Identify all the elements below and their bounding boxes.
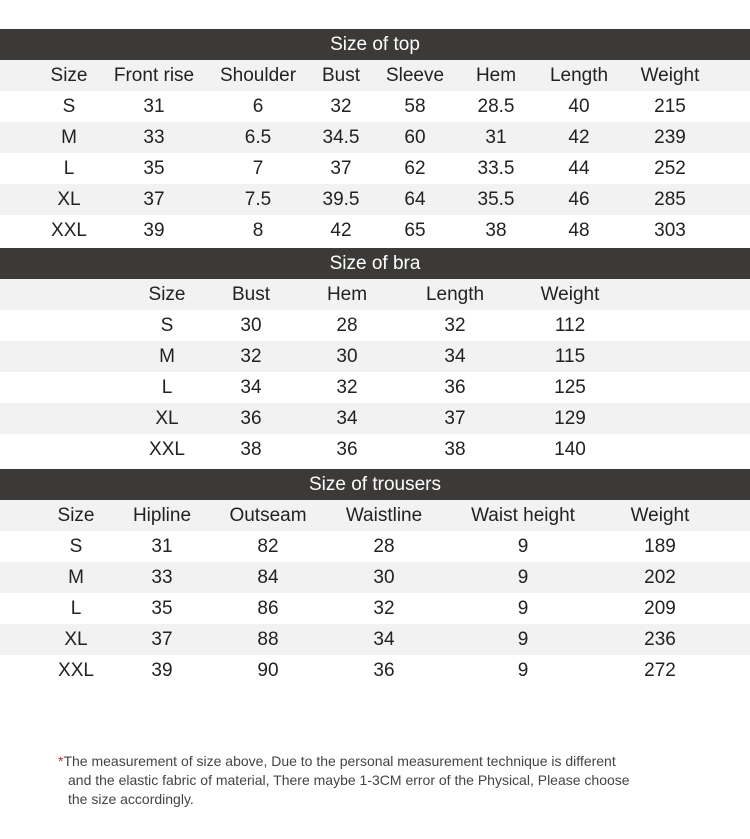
table-header-row: [127, 279, 629, 310]
table-cell: 30: [240, 315, 262, 336]
header-cell: Weight: [640, 65, 700, 86]
table-cell: 32: [330, 96, 352, 117]
trousers-section-title: Size of trousers: [0, 469, 750, 500]
table-cell: 236: [644, 629, 676, 650]
table-row: [39, 531, 717, 562]
table-cell: XXL: [149, 439, 185, 460]
table-cell: 8: [252, 220, 264, 241]
table-row: [36, 91, 716, 122]
table-cell: 9: [517, 598, 529, 619]
table-row: [127, 341, 629, 372]
table-cell: 39: [151, 660, 173, 681]
table-cell: 28: [373, 536, 395, 557]
table-cell: 6: [252, 96, 264, 117]
table-cell: L: [161, 377, 173, 398]
table-cell: M: [61, 127, 77, 148]
header-cell: Hipline: [132, 505, 192, 526]
table-cell: S: [69, 536, 83, 557]
table-cell: 239: [654, 127, 686, 148]
table-cell: XL: [64, 629, 88, 650]
asterisk-icon: *: [58, 753, 64, 769]
table-row: [36, 153, 716, 184]
table-cell: 64: [404, 189, 426, 210]
table-cell: 82: [257, 536, 279, 557]
bra-section-title: Size of bra: [0, 248, 750, 279]
table-cell: 39.5: [322, 189, 360, 210]
table-cell: XXL: [58, 660, 94, 681]
table-cell: 86: [257, 598, 279, 619]
table-row: [36, 184, 716, 215]
table-cell: 37: [330, 158, 352, 179]
top-size-table: [36, 60, 716, 246]
table-row: [39, 593, 717, 624]
table-cell: 84: [257, 567, 279, 588]
header-cell: Front rise: [113, 65, 195, 86]
table-cell: XL: [155, 408, 179, 429]
table-cell: 28.5: [477, 96, 515, 117]
table-row: [39, 562, 717, 593]
table-cell: 9: [517, 629, 529, 650]
table-cell: 88: [257, 629, 279, 650]
table-cell: 39: [143, 220, 165, 241]
header-cell: Outseam: [229, 505, 307, 526]
table-cell: 35: [143, 158, 165, 179]
table-cell: L: [70, 598, 82, 619]
bra-size-table: [127, 279, 629, 465]
table-cell: 140: [554, 439, 586, 460]
measurement-note: [58, 752, 708, 809]
table-cell: 36: [240, 408, 262, 429]
header-cell: Weight: [540, 284, 600, 305]
table-cell: XL: [57, 189, 81, 210]
table-row: [39, 624, 717, 655]
table-cell: 38: [485, 220, 507, 241]
header-cell: Bust: [321, 65, 361, 86]
table-cell: S: [62, 96, 76, 117]
table-row: [36, 122, 716, 153]
header-cell: Waistline: [345, 505, 423, 526]
table-cell: 34: [444, 346, 466, 367]
note-line-3: the size accordingly.: [68, 791, 194, 807]
table-cell: 303: [654, 220, 686, 241]
header-cell: Weight: [630, 505, 690, 526]
table-row: [127, 372, 629, 403]
table-cell: 9: [517, 660, 529, 681]
table-row: [36, 215, 716, 246]
table-cell: 35.5: [477, 189, 515, 210]
table-cell: 125: [554, 377, 586, 398]
table-cell: 31: [143, 96, 165, 117]
table-cell: 129: [554, 408, 586, 429]
header-cell: Length: [425, 284, 485, 305]
header-cell: Size: [50, 65, 88, 86]
table-cell: 34: [336, 408, 358, 429]
table-cell: 32: [240, 346, 262, 367]
table-cell: 36: [373, 660, 395, 681]
note-line-2: and the elastic fabric of material, There maybe 1-3CM error of the Physical, Please choose: [68, 772, 630, 788]
header-cell: Hem: [475, 65, 517, 86]
table-cell: 31: [485, 127, 507, 148]
top-section-title: Size of top: [0, 29, 750, 60]
table-cell: 115: [554, 346, 586, 367]
table-cell: 37: [444, 408, 466, 429]
table-cell: XXL: [51, 220, 87, 241]
table-cell: 35: [151, 598, 173, 619]
header-cell: Size: [148, 284, 186, 305]
table-cell: 34: [373, 629, 395, 650]
table-cell: 60: [404, 127, 426, 148]
table-cell: 31: [151, 536, 173, 557]
table-cell: L: [63, 158, 75, 179]
table-cell: 215: [654, 96, 686, 117]
table-cell: 37: [151, 629, 173, 650]
header-cell: Length: [549, 65, 609, 86]
table-cell: 34: [240, 377, 262, 398]
table-cell: 28: [336, 315, 358, 336]
table-cell: 9: [517, 536, 529, 557]
table-cell: 7.5: [244, 189, 272, 210]
header-cell: Bust: [231, 284, 271, 305]
table-row: [127, 434, 629, 465]
table-cell: 32: [336, 377, 358, 398]
table-cell: 38: [444, 439, 466, 460]
table-cell: 44: [568, 158, 590, 179]
table-cell: M: [68, 567, 84, 588]
table-cell: 30: [336, 346, 358, 367]
table-cell: 272: [644, 660, 676, 681]
header-cell: Shoulder: [219, 65, 297, 86]
trousers-size-table: [39, 500, 717, 686]
header-cell: Waist height: [471, 505, 575, 526]
table-cell: 285: [654, 189, 686, 210]
table-cell: 42: [330, 220, 352, 241]
table-cell: 48: [568, 220, 590, 241]
table-cell: 33.5: [477, 158, 515, 179]
table-row: [39, 655, 717, 686]
table-cell: 6.5: [244, 127, 272, 148]
table-cell: 62: [404, 158, 426, 179]
table-row: [127, 403, 629, 434]
table-cell: 34.5: [322, 127, 360, 148]
table-cell: 65: [404, 220, 426, 241]
header-cell: Size: [57, 505, 95, 526]
table-cell: 58: [404, 96, 426, 117]
table-cell: 33: [151, 567, 173, 588]
table-cell: 252: [654, 158, 686, 179]
table-cell: 32: [373, 598, 395, 619]
table-cell: 202: [644, 567, 676, 588]
table-cell: 112: [554, 315, 586, 336]
table-row: [127, 310, 629, 341]
table-cell: 209: [644, 598, 676, 619]
table-cell: 36: [444, 377, 466, 398]
table-cell: S: [160, 315, 174, 336]
table-cell: 9: [517, 567, 529, 588]
note-line-1: The measurement of size above, Due to the personal measurement technique is different: [63, 753, 616, 769]
table-cell: 33: [143, 127, 165, 148]
table-cell: M: [159, 346, 175, 367]
table-header-row: [39, 500, 717, 531]
header-cell: Hem: [326, 284, 368, 305]
table-cell: 7: [252, 158, 264, 179]
table-cell: 36: [336, 439, 358, 460]
table-cell: 37: [143, 189, 165, 210]
header-cell: Sleeve: [385, 65, 445, 86]
table-cell: 40: [568, 96, 590, 117]
table-cell: 189: [644, 536, 676, 557]
table-cell: 30: [373, 567, 395, 588]
table-cell: 42: [568, 127, 590, 148]
table-cell: 46: [568, 189, 590, 210]
table-header-row: [36, 60, 716, 91]
table-cell: 32: [444, 315, 466, 336]
table-cell: 90: [257, 660, 279, 681]
table-cell: 38: [240, 439, 262, 460]
